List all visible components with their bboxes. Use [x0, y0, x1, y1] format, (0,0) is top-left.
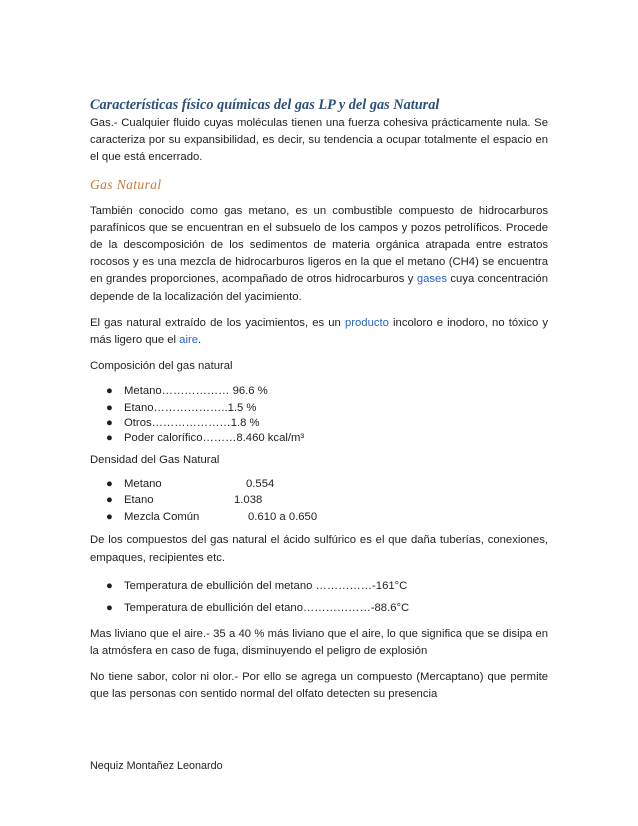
aire-link[interactable]: aire — [179, 334, 199, 347]
density-substance: Etano — [124, 494, 154, 507]
density-value: 0.610 a 0.650 — [248, 510, 318, 523]
temperaturas-list — [90, 575, 548, 619]
bullet-icon: ● — [106, 477, 113, 490]
list-item — [106, 597, 548, 619]
producto-link[interactable]: producto — [344, 316, 389, 329]
density-substance: Metano — [124, 477, 162, 490]
gas-natural-properties-paragraph — [90, 315, 548, 349]
gas-definition-paragraph: Gas.- Cualquier fluido cuyas moléculas tienen una fuerza cohesiva prácticamente nula. Se caracteriza por su expansibilidad, es decir, su tendencia a ocupar totalmente el espacio en el que está encerrado. — [90, 117, 548, 164]
list-item-text: Temperatura de ebullición del etano………………-88.6°C — [124, 601, 410, 614]
list-item-text: Etano………………..1.5 % — [124, 402, 257, 415]
densidad-heading: Densidad del Gas Natural — [90, 454, 220, 467]
bullet-icon: ● — [106, 385, 113, 398]
list-item — [106, 575, 548, 597]
list-item-text: Otros…………………1.8 % — [124, 417, 260, 430]
list-item-text: Poder calorífico………8.460 kcal/m³ — [124, 432, 305, 445]
list-item-text: Temperatura de ebullición del metano ……………-161°C — [124, 579, 408, 592]
section-heading-gas-natural: Gas Natural — [90, 176, 162, 192]
list-item — [106, 431, 548, 446]
list-item — [106, 381, 548, 401]
bullet-icon: ● — [106, 579, 113, 592]
list-item-text: Metano……………… 96.6 % — [124, 385, 268, 398]
paragraph-text: . — [198, 334, 202, 347]
document-title: Características físico químicas del gas LP y del gas Natural — [90, 97, 440, 113]
gases-link[interactable]: gases — [416, 273, 447, 286]
gas-natural-description-paragraph — [90, 203, 548, 306]
list-item — [106, 492, 548, 509]
bullet-icon: ● — [106, 510, 113, 523]
composicion-heading: Composición del gas natural — [90, 360, 233, 373]
page-footer-author: Nequiz Montañez Leonardo — [90, 760, 223, 772]
bullet-icon: ● — [106, 494, 113, 507]
paragraph-text: El gas natural extraído de los yacimientos, es un — [90, 316, 345, 329]
bullet-icon: ● — [106, 402, 113, 415]
bullet-icon: ● — [106, 432, 113, 445]
list-item — [106, 509, 548, 526]
list-item — [106, 401, 548, 416]
liviano-paragraph: Mas liviano que el aire.- 35 a 40 % más liviano que el aire, lo que significa que se disipa en la atmósfera en caso de fuga, disminuyendo el peligro de explosión — [90, 627, 548, 658]
compuestos-paragraph: De los compuestos del gas natural el ácido sulfúrico es el que daña tuberías, conexiones, empaques, recipientes etc. — [90, 534, 548, 564]
density-value: 0.554 — [246, 477, 275, 490]
densidad-list — [90, 476, 548, 526]
document-body — [90, 95, 548, 713]
bullet-icon: ● — [106, 601, 113, 614]
list-item — [106, 476, 548, 493]
bullet-icon: ● — [106, 417, 113, 430]
sabor-paragraph: No tiene sabor, color ni olor.- Por ello se agrega un compuesto (Mercaptano) que permite que las personas con sentido normal del olfato detecten su presencia — [90, 671, 548, 701]
paragraph-text: También conocido como gas metano, es un combustible compuesto de hidrocarburos parafínicos que se encuentran en el subsuelo de los campos y pozos petrolíficos. Procede de la descomposición de los sedimentos de materia orgánica atrapada entre estratos rocosos y es una mezcla de hidrocarburos ligeros en la que el metano (CH4) se encuentra en grandes proporciones, acompañado de otros hidrocarburos y — [90, 204, 548, 286]
density-value: 1.038 — [234, 494, 263, 507]
list-item — [106, 416, 548, 431]
paragraph-text: incoloro e inodoro, no tóxico y más ligero que el — [90, 316, 549, 347]
density-substance: Mezcla Común — [124, 510, 200, 523]
composicion-list — [90, 381, 548, 446]
paragraph-text: cuya concentración depende de la localización del yacimiento. — [90, 273, 548, 303]
